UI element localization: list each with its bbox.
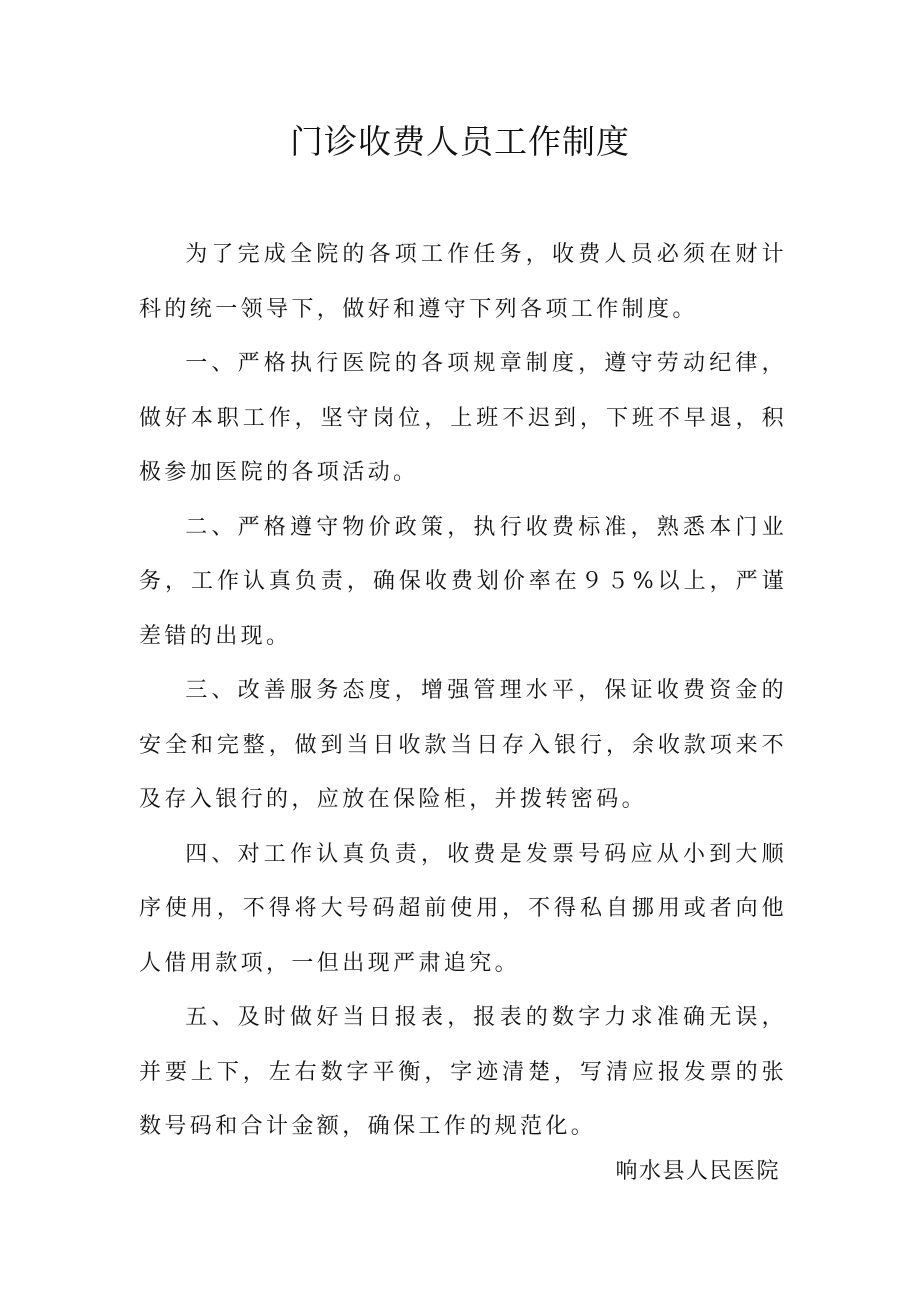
rule-paragraph-1: 一、严格执行医院的各项规章制度，遵守劳动纪律，做好本职工作，坚守岗位，上班不迟到，下班不早退，积极参加医院的各项活动。 bbox=[139, 351, 787, 485]
document-body bbox=[139, 228, 787, 1155]
document-title: 门诊收费人员工作制度 bbox=[290, 122, 630, 161]
rule-paragraph-4: 四、对工作认真负责，收费是发票号码应从小到大顺序使用，不得将大号码超前使用，不得私自挪用或者向他人借用款项，一但出现严肃追究。 bbox=[139, 841, 787, 976]
rule-paragraph-5: 五、及时做好当日报表，报表的数字力求准确无误，并要上下，左右数字平衡，字迹清楚，写清应报发票的张数号码和合计金额，确保工作的规范化。 bbox=[139, 1005, 787, 1139]
rule-paragraph-3: 三、改善服务态度，增强管理水平，保证收费资金的安全和完整，做到当日收款当日存入银行，余收款项来不及存入银行的，应放在保险柜，并拨转密码。 bbox=[139, 678, 787, 812]
intro-paragraph: 为了完成全院的各项工作任务，收费人员必须在财计科的统一领导下，做好和遵守下列各项工作制度。 bbox=[139, 242, 787, 322]
signature-organization: 响水县人民医院 bbox=[615, 1159, 780, 1184]
rule-paragraph-2: 二、严格遵守物价政策，执行收费标准，熟悉本门业务，工作认真负责，确保收费划价率在９５%以上，严谨差错的出现。 bbox=[139, 514, 787, 649]
